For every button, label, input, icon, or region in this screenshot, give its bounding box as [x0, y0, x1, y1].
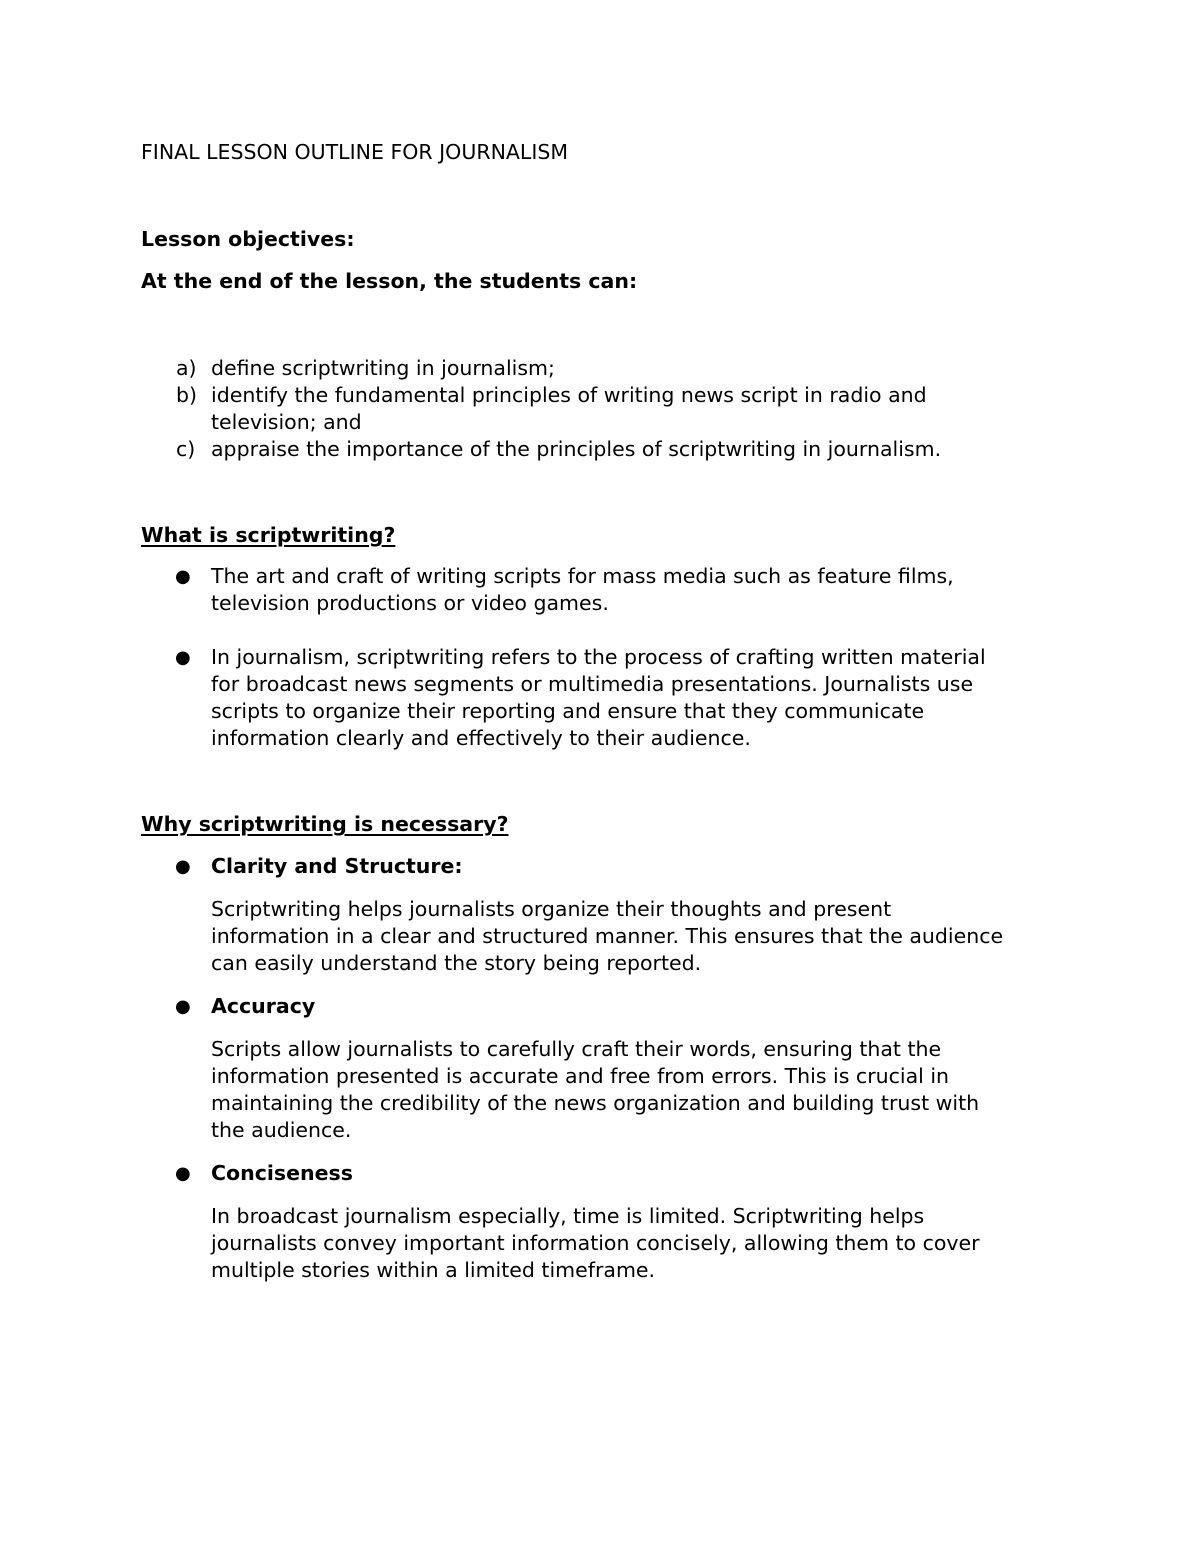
list-item: [141, 853, 1003, 977]
list-item: [141, 993, 1003, 1144]
reason-title: Clarity and Structure:: [211, 854, 463, 878]
objectives-intro: At the end of the lesson, the students can:: [141, 269, 638, 293]
list-item: [141, 644, 986, 752]
section-heading-why: Why scriptwriting is necessary?: [141, 812, 509, 836]
bullet-text: The art and craft of writing scripts for mass media such as feature films,: [211, 564, 954, 588]
bullet-icon: ●: [175, 1163, 191, 1184]
reason-text: information presented is accurate and free from errors. This is crucial in: [211, 1064, 950, 1088]
why-bullet-list: [141, 853, 1003, 1300]
reason-text: the audience.: [211, 1118, 352, 1142]
objective-item: [141, 355, 941, 382]
bullet-icon: ●: [175, 996, 191, 1017]
list-item: [141, 1160, 1003, 1284]
reason-body: [211, 1036, 1003, 1144]
reason-text: Scriptwriting helps journalists organize their thoughts and present: [211, 897, 892, 921]
bullet-icon: ●: [175, 647, 191, 668]
bullet-text: information clearly and effectively to their audience.: [211, 726, 751, 750]
objective-text: define scriptwriting in journalism;: [211, 356, 555, 380]
list-marker: c): [176, 437, 196, 461]
what-bullet-list: [141, 563, 986, 779]
reason-title: Accuracy: [211, 994, 316, 1018]
bullet-icon: ●: [175, 856, 191, 877]
reason-title: Conciseness: [211, 1161, 353, 1185]
reason-text: In broadcast journalism especially, time is limited. Scriptwriting helps: [211, 1204, 925, 1228]
reason-text: journalists convey important information concisely, allowing them to cover: [211, 1231, 980, 1255]
list-marker: a): [176, 356, 197, 380]
list-item: [141, 563, 986, 617]
objectives-list: [141, 355, 941, 463]
bullet-text: for broadcast news segments or multimedia presentations. Journalists use: [211, 672, 974, 696]
objective-text: television; and: [211, 410, 362, 434]
objective-item: [141, 382, 941, 436]
objective-text: identify the fundamental principles of writing news script in radio and: [211, 383, 927, 407]
section-heading-what: What is scriptwriting?: [141, 523, 396, 547]
list-marker: b): [176, 383, 198, 407]
reason-text: multiple stories within a limited timeframe.: [211, 1258, 656, 1282]
objectives-label: Lesson objectives:: [141, 227, 355, 251]
bullet-text: In journalism, scriptwriting refers to the process of crafting written material: [211, 645, 986, 669]
bullet-icon: ●: [175, 566, 191, 587]
reason-body: [211, 1203, 1003, 1284]
bullet-text: scripts to organize their reporting and ensure that they communicate: [211, 699, 925, 723]
objective-item: [141, 436, 941, 463]
reason-text: Scripts allow journalists to carefully craft their words, ensuring that the: [211, 1037, 942, 1061]
reason-text: maintaining the credibility of the news organization and building trust with: [211, 1091, 980, 1115]
reason-text: information in a clear and structured manner. This ensures that the audience: [211, 924, 1004, 948]
objective-text: appraise the importance of the principles of scriptwriting in journalism.: [211, 437, 942, 461]
reason-body: [211, 896, 1003, 977]
document-title: FINAL LESSON OUTLINE FOR JOURNALISM: [141, 140, 569, 164]
reason-text: can easily understand the story being reported.: [211, 951, 702, 975]
bullet-text: television productions or video games.: [211, 591, 609, 615]
